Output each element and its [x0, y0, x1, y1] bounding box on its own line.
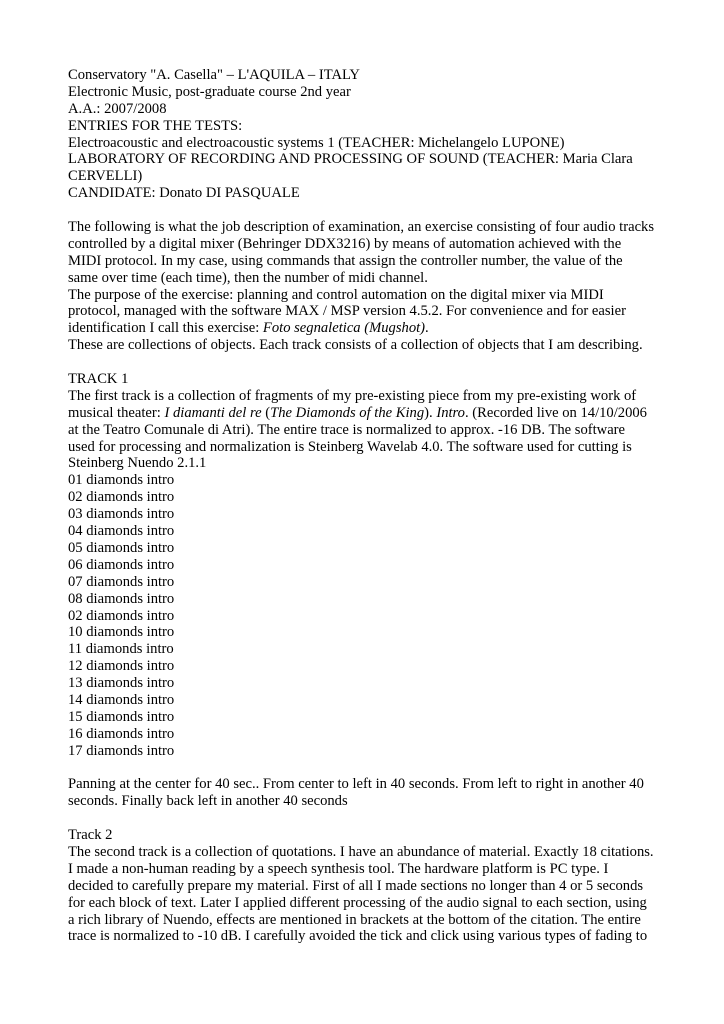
text-line: [68, 422, 668, 439]
text-run: ENTRIES FOR THE TESTS:: [68, 117, 243, 134]
spacer: [68, 354, 668, 371]
list-item: [68, 692, 668, 709]
text-run: 16 diamonds intro: [68, 725, 175, 742]
panning-paragraph: [68, 776, 668, 810]
text-run: identification I call this exercise:: [68, 320, 263, 337]
text-run: A.A.: 2007/2008: [68, 100, 167, 117]
text-line: [68, 151, 668, 168]
list-item: [68, 540, 668, 557]
text-run: same over time (each time), then the number of midi channel.: [68, 269, 428, 286]
text-run: The second track is a collection of quotations. I have an abundance of material. Exactly 18 citations.: [68, 843, 654, 860]
list-item: [68, 641, 668, 658]
purpose-paragraph: [68, 287, 668, 338]
text-line: [68, 793, 668, 810]
text-line: [68, 67, 668, 84]
text-line: [68, 844, 668, 861]
text-line: [68, 827, 668, 844]
list-item: [68, 591, 668, 608]
text-line: [68, 895, 668, 912]
collections-paragraph: [68, 337, 668, 354]
text-line: [68, 303, 668, 320]
text-run: protocol, managed with the software MAX / MSP version 4.5.2. For convenience and for easier: [68, 303, 626, 320]
text-line: [68, 101, 668, 118]
text-run: LABORATORY OF RECORDING AND PROCESSING OF SOUND (TEACHER: Maria Clara: [68, 151, 633, 168]
text-line: [68, 185, 668, 202]
text-run: 07 diamonds intro: [68, 573, 175, 590]
text-run: 03 diamonds intro: [68, 506, 175, 523]
italic-text-run: I diamanti del re: [164, 404, 262, 421]
italic-text-run: Foto segnaletica (Mugshot): [262, 320, 426, 337]
text-run: 06 diamonds intro: [68, 556, 175, 573]
text-line: [68, 219, 668, 236]
track2-heading: [68, 827, 668, 844]
job-description-paragraph: [68, 219, 668, 287]
text-line: [68, 84, 668, 101]
text-run: The following is what the job description of examination, an exercise consisting of four audio tracks: [68, 219, 655, 236]
text-run: seconds. Finally back left in another 40 seconds: [68, 793, 348, 810]
text-line: [68, 118, 668, 135]
text-run: 10 diamonds intro: [68, 624, 175, 641]
text-line: [68, 912, 668, 929]
text-run: Steinberg Nuendo 2.1.1: [68, 455, 207, 472]
text-run: musical theater:: [68, 404, 165, 421]
text-run: for each block of text. Later I applied different processing of the audio signal to each section, using: [68, 894, 647, 911]
text-run: 01 diamonds intro: [68, 472, 175, 489]
list-item: [68, 472, 668, 489]
text-line: [68, 455, 668, 472]
list-item: [68, 726, 668, 743]
text-run: 05 diamonds intro: [68, 539, 175, 556]
track2-paragraph: [68, 844, 668, 945]
text-run: Panning at the center for 40 sec.. From center to left in 40 seconds. From left to right in another 40: [68, 776, 644, 793]
text-run: used for processing and normalization is Steinberg Wavelab 4.0. The software used for cutting is: [68, 438, 632, 455]
text-run: ).: [424, 404, 437, 421]
text-run: 02 diamonds intro: [68, 607, 175, 624]
text-run: CERVELLI): [68, 168, 143, 185]
text-run: 14 diamonds intro: [68, 691, 175, 708]
text-line: [68, 878, 668, 895]
list-item: [68, 624, 668, 641]
spacer: [68, 760, 668, 777]
list-item: [68, 658, 668, 675]
text-run: 15 diamonds intro: [68, 708, 175, 725]
list-item: [68, 675, 668, 692]
list-item: [68, 709, 668, 726]
text-run: 02 diamonds intro: [68, 489, 175, 506]
spacer: [68, 810, 668, 827]
text-line: [68, 405, 668, 422]
text-run: Track 2: [68, 827, 113, 844]
text-run: (: [261, 404, 271, 421]
text-run: at the Teatro Comunale di Atri). The entire trace is normalized to approx. -16 DB. The software: [68, 421, 626, 438]
text-line: [68, 270, 668, 287]
text-run: The purpose of the exercise: planning and control automation on the digital mixer via MIDI: [68, 286, 604, 303]
text-run: 04 diamonds intro: [68, 523, 175, 540]
header-block: [68, 67, 668, 202]
text-run: 11 diamonds intro: [68, 641, 174, 658]
text-run: Electronic Music, post-graduate course 2nd year: [68, 83, 351, 100]
text-run: These are collections of objects. Each track consists of a collection of objects that I am describing.: [68, 337, 643, 354]
text-run: TRACK 1: [68, 371, 129, 388]
text-run: controlled by a digital mixer (Behringer DDX3216) by means of automation achieved with the: [68, 235, 622, 252]
italic-text-run: The Diamonds of the King: [270, 404, 425, 421]
text-run: a rich library of Nuendo, effects are mentioned in brackets at the bottom of the citation. The entire: [68, 911, 641, 928]
list-item: [68, 608, 668, 625]
spacer: [68, 202, 668, 219]
text-line: [68, 253, 668, 270]
text-line: [68, 287, 668, 304]
text-run: . (Recorded live on 14/10/2006: [464, 404, 647, 421]
list-item: [68, 523, 668, 540]
text-line: [68, 928, 668, 945]
list-item: [68, 506, 668, 523]
text-line: [68, 320, 668, 337]
text-run: Conservatory "A. Casella" – L'AQUILA – ITALY: [68, 67, 360, 83]
text-line: [68, 371, 668, 388]
text-line: [68, 135, 668, 152]
list-item: [68, 557, 668, 574]
text-line: [68, 861, 668, 878]
text-run: 13 diamonds intro: [68, 675, 175, 692]
text-run: MIDI protocol. In my case, using commands that assign the controller number, the value of the: [68, 252, 623, 269]
text-run: CANDIDATE: Donato DI PASQUALE: [68, 185, 300, 202]
text-run: decided to carefully prepare my material. First of all I made sections no longer than 4 or 5 seconds: [68, 877, 644, 894]
text-run: 17 diamonds intro: [68, 742, 175, 759]
italic-text-run: Intro: [436, 404, 465, 421]
text-run: Electroacoustic and electroacoustic systems 1 (TEACHER: Michelangelo LUPONE): [68, 134, 565, 151]
text-run: trace is normalized to -10 dB. I carefully avoided the tick and click using various types of fading to: [68, 928, 648, 945]
text-line: [68, 776, 668, 793]
text-run: I made a non-human reading by a speech synthesis tool. The hardware platform is PC type. I: [68, 860, 609, 877]
document-content: [68, 67, 668, 945]
track1-paragraph: [68, 388, 668, 472]
text-line: [68, 439, 668, 456]
list-item: [68, 489, 668, 506]
list-item: [68, 574, 668, 591]
track1-list: [68, 472, 668, 759]
text-line: [68, 337, 668, 354]
text-run: 12 diamonds intro: [68, 658, 175, 675]
text-run: .: [425, 320, 429, 337]
track1-heading: [68, 371, 668, 388]
text-run: 08 diamonds intro: [68, 590, 175, 607]
text-line: [68, 388, 668, 405]
text-run: The first track is a collection of fragments of my pre-existing piece from my pre-existing work of: [68, 387, 637, 404]
list-item: [68, 743, 668, 760]
text-line: [68, 168, 668, 185]
text-line: [68, 236, 668, 253]
